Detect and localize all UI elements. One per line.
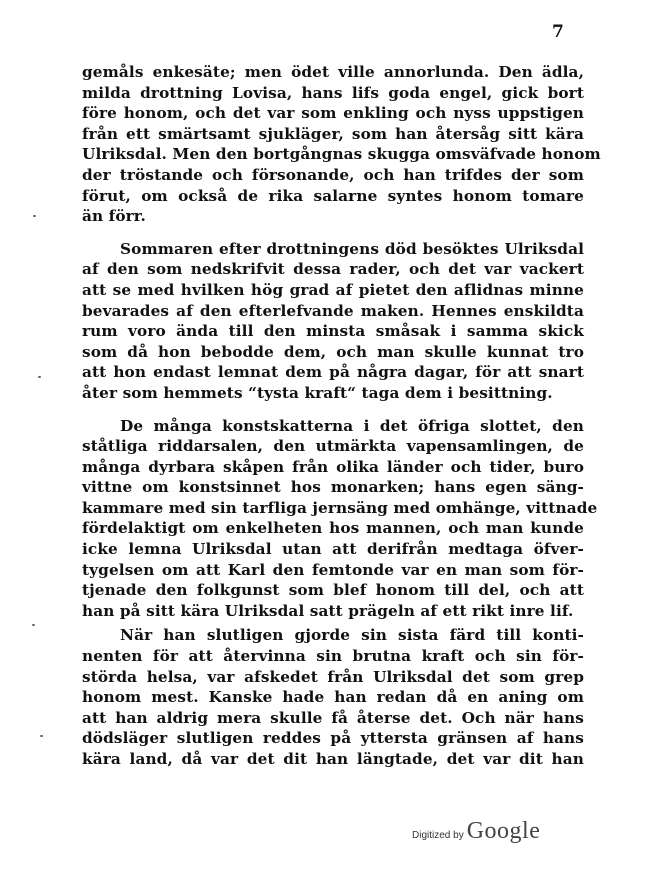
- body-text: [82, 62, 601, 770]
- text-line: att hon endast lemnat dem på några dagar, för att snart: [82, 363, 584, 382]
- text-line: från ett smärtsamt sjukläger, som han återsåg sitt kära: [82, 124, 584, 143]
- scan-speck: [32, 624, 35, 626]
- text-line: der tröstande och försonande, och han trifdes der som: [82, 165, 584, 184]
- text-line: icke lemna Ulriksdal utan att derifrån medtaga öfver-: [82, 540, 584, 559]
- paragraph-4: [82, 625, 584, 769]
- text-line: vittne om konstsinnet hos monarken; hans egen säng-: [82, 478, 584, 497]
- text-line: att han aldrig mera skulle få återse det. Och när hans: [82, 708, 584, 727]
- text-line: milda drottning Lovisa, hans lifs goda engel, gick bort: [82, 83, 584, 102]
- text-line: han på sitt kära Ulriksdal satt prägeln af ett rikt inre lif.: [82, 601, 574, 620]
- text-line: före honom, och det var som enkling och nyss uppstigen: [82, 104, 584, 123]
- paragraph-3: [82, 416, 598, 622]
- text-line: bevarades af den efterlefvande maken. Hennes enskildta: [82, 301, 584, 320]
- text-line: förut, om också de rika salarne syntes honom tomare: [82, 186, 584, 205]
- text-line: tygelsen om att Karl den femtonde var en man som för-: [82, 560, 584, 579]
- digitized-label: Digitized by: [412, 830, 464, 841]
- text-line: ståtliga riddarsalen, den utmärkta vapensamlingen, de: [82, 437, 584, 456]
- text-line: fördelaktigt om enkelheten hos mannen, och man kunde: [82, 519, 584, 538]
- digitized-by-google-watermark: [412, 818, 540, 845]
- paragraph-1: [82, 62, 601, 227]
- text-line: honom mest. Kanske hade han redan då en aning om: [82, 688, 584, 707]
- google-logo: Google: [466, 818, 541, 844]
- text-line: rum voro ända till den minsta småsak i samma skick: [82, 322, 584, 341]
- text-line: att se med hvilken hög grad af pietet den aflidnas minne: [82, 280, 584, 299]
- text-line: många dyrbara skåpen från olika länder och tider, buro: [82, 457, 584, 476]
- text-line: kammare med sin tarfliga jernsäng med omhänge, vittnade: [82, 498, 598, 517]
- text-line: Ulriksdal. Men den bortgångnas skugga omsväfvade honom: [82, 145, 601, 164]
- text-line: som då hon bebodde dem, och man skulle kunnat tro: [82, 342, 584, 361]
- paragraph-2: [82, 239, 584, 404]
- text-line: När han slutligen gjorde sin sista färd till konti-: [120, 626, 584, 645]
- scan-speck: [33, 215, 36, 217]
- text-line: kära land, då var det dit han längtade, det var dit han: [82, 750, 584, 768]
- text-line: åter som hemmets “tysta kraft“ taga dem i besittning.: [82, 383, 553, 402]
- text-line: gemåls enkesäte; men ödet ville annorlunda. Den ädla,: [82, 63, 584, 81]
- text-line: Sommaren efter drottningens död besöktes Ulriksdal: [120, 239, 584, 258]
- scan-speck: [38, 376, 41, 378]
- page-number: 7: [552, 22, 564, 42]
- text-line: af den som nedskrifvit dessa rader, och det var vackert: [82, 260, 584, 279]
- text-line: tjenade den folkgunst som blef honom till del, och att: [82, 581, 584, 600]
- text-line: störda helsa, var afskedet från Ulriksdal det som grep: [82, 667, 584, 686]
- text-line: än förr.: [82, 207, 146, 226]
- scan-speck: [40, 735, 43, 737]
- text-line: nenten för att återvinna sin brutna kraft och sin för-: [82, 647, 584, 666]
- text-line: De många konstskatterna i det öfriga slottet, den: [120, 416, 584, 435]
- text-line: dödsläger slutligen reddes på yttersta gränsen af hans: [82, 729, 584, 748]
